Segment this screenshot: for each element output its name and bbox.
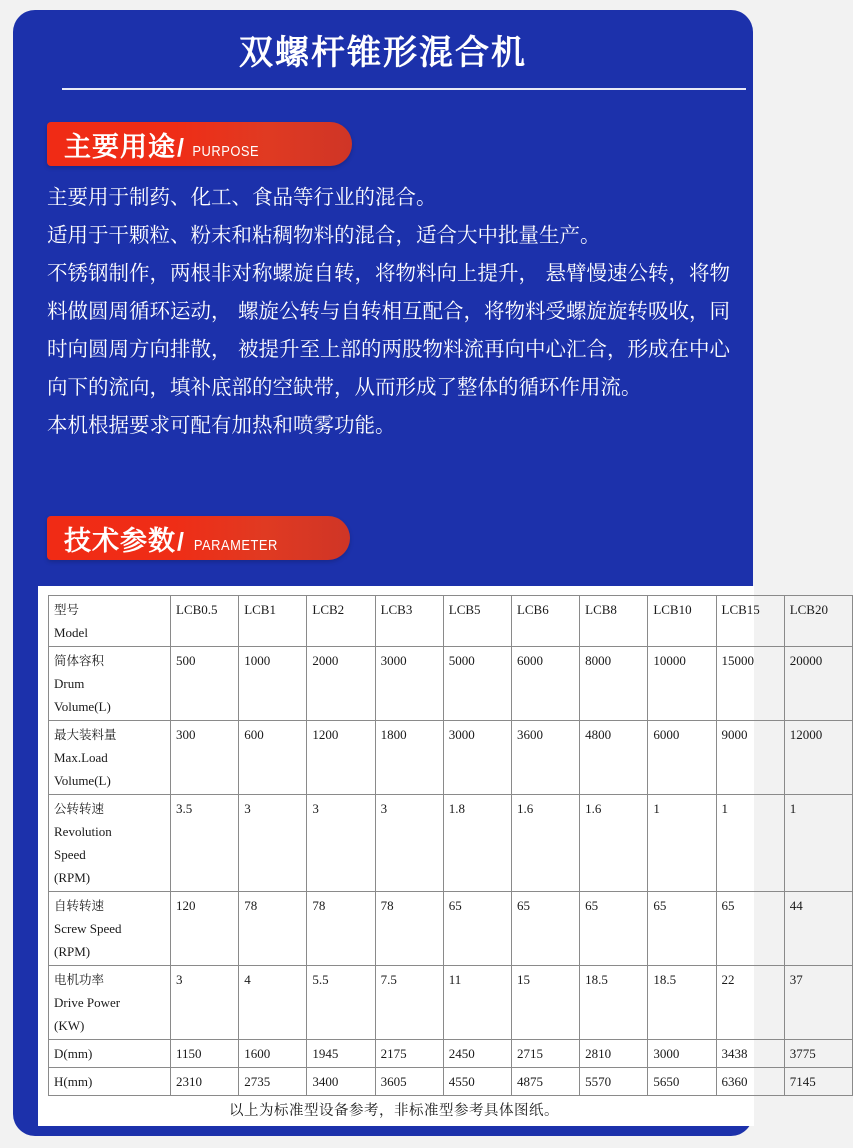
row-label-cn: 型号 (54, 602, 80, 617)
row-label-en: H(mm) (54, 1074, 93, 1089)
table-cell: 65 (443, 892, 511, 966)
table-cell: LCB6 (511, 596, 579, 647)
table-cell: 5.5 (307, 966, 375, 1040)
table-cell: 6360 (716, 1068, 784, 1096)
table-cell: 2000 (307, 647, 375, 721)
table-cell: 5650 (648, 1068, 716, 1096)
table-cell: 3.5 (171, 795, 239, 892)
table-row (49, 596, 853, 647)
spec-table-container (38, 586, 828, 1126)
row-label-unit-2: (RPM) (54, 870, 91, 885)
table-row-label (49, 1068, 171, 1096)
table-row (49, 966, 853, 1040)
row-label-en: D(mm) (54, 1046, 93, 1061)
section-banner-parameter (47, 516, 350, 560)
table-cell: 8000 (580, 647, 648, 721)
table-cell: 120 (171, 892, 239, 966)
table-row-label (49, 721, 171, 795)
table-row (49, 795, 853, 892)
table-cell: 3000 (443, 721, 511, 795)
table-cell: 3000 (648, 1040, 716, 1068)
table-row (49, 1040, 853, 1068)
table-cell: 1600 (239, 1040, 307, 1068)
row-label-unit: (KW) (54, 1018, 85, 1033)
table-cell: 12000 (784, 721, 852, 795)
table-cell: 4800 (580, 721, 648, 795)
table-cell: 2735 (239, 1068, 307, 1096)
row-label-en: Drum (54, 676, 85, 691)
purpose-paragraph-2: 适用于干颗粒、粉末和粘稠物料的混合，适合大中批量生产。 (47, 223, 601, 247)
table-row-label (49, 1040, 171, 1068)
table-cell: 18.5 (580, 966, 648, 1040)
purpose-paragraph-1: 主要用于制药、化工、食品等行业的混合。 (47, 185, 437, 209)
table-row (49, 721, 853, 795)
purpose-description (47, 178, 747, 444)
table-cell: 1945 (307, 1040, 375, 1068)
table-cell: 1 (716, 795, 784, 892)
table-cell: 15000 (716, 647, 784, 721)
table-cell: 500 (171, 647, 239, 721)
banner-label-en: PARAMETER (193, 536, 278, 554)
row-label-unit: Volume(L) (54, 699, 111, 714)
row-label-unit: Volume(L) (54, 773, 111, 788)
table-cell: 78 (375, 892, 443, 966)
table-cell: 1.6 (580, 795, 648, 892)
table-cell: 2810 (580, 1040, 648, 1068)
banner-label-cn: 技术参数 (64, 525, 176, 557)
table-cell: 6000 (648, 721, 716, 795)
table-cell: 5000 (443, 647, 511, 721)
table-cell: 1000 (239, 647, 307, 721)
row-label-en: Drive Power (54, 995, 121, 1010)
product-detail-panel (13, 10, 828, 1136)
table-cell: 3400 (307, 1068, 375, 1096)
table-cell: 1 (648, 795, 716, 892)
table-cell: 600 (239, 721, 307, 795)
table-cell: 3775 (784, 1040, 852, 1068)
table-row-label (49, 596, 171, 647)
table-cell: 1.8 (443, 795, 511, 892)
table-cell: 1200 (307, 721, 375, 795)
table-cell: 5570 (580, 1068, 648, 1096)
banner-slash: / (177, 527, 184, 556)
table-cell: 65 (511, 892, 579, 966)
table-cell: LCB20 (784, 596, 852, 647)
row-label-cn: 公转转速 (54, 801, 105, 816)
table-cell: 22 (716, 966, 784, 1040)
row-label-en: Model (54, 625, 88, 640)
table-row-label (49, 647, 171, 721)
table-cell: LCB8 (580, 596, 648, 647)
table-cell: 4 (239, 966, 307, 1040)
table-cell: 1.6 (511, 795, 579, 892)
table-cell: 7.5 (375, 966, 443, 1040)
table-cell: 4875 (511, 1068, 579, 1096)
table-cell: 2310 (171, 1068, 239, 1096)
table-cell: 7145 (784, 1068, 852, 1096)
row-label-cn: 简体容积 (54, 653, 105, 668)
table-cell: 18.5 (648, 966, 716, 1040)
purpose-paragraph-4: 本机根据要求可配有加热和喷雾功能。 (47, 413, 396, 437)
table-cell: LCB15 (716, 596, 784, 647)
table-row-label (49, 795, 171, 892)
table-cell: 6000 (511, 647, 579, 721)
table-cell: 78 (239, 892, 307, 966)
table-cell: 65 (648, 892, 716, 966)
banner-label-cn: 主要用途 (64, 131, 176, 163)
banner-text-group (47, 519, 285, 558)
spec-table (48, 595, 853, 1096)
table-cell: 11 (443, 966, 511, 1040)
table-cell: LCB1 (239, 596, 307, 647)
table-cell: 10000 (648, 647, 716, 721)
table-row (49, 1068, 853, 1096)
row-label-unit: (RPM) (54, 944, 91, 959)
banner-slash: / (177, 133, 184, 162)
table-cell: 3 (171, 966, 239, 1040)
row-label-cn: 电机功率 (54, 972, 105, 987)
table-cell: 37 (784, 966, 852, 1040)
table-cell: 20000 (784, 647, 852, 721)
table-cell: 3000 (375, 647, 443, 721)
purpose-paragraph-3: 不锈钢制作，两根非对称螺旋自转，将物料向上提升， 悬臂慢速公转，将物料做圆周循环运动， 螺旋公转与自转相互配合，将物料受螺旋旋转吸收，同时向圆周方向排散， 被提升至上部的两股物料流再向中心汇合，形成在中心向下的流向，填补底部的空缺带，从而形成了整体的循环作用流。 (47, 261, 731, 399)
title-divider (62, 88, 746, 90)
table-cell: 3 (307, 795, 375, 892)
table-cell: 3600 (511, 721, 579, 795)
table-cell: 1 (784, 795, 852, 892)
table-cell: LCB2 (307, 596, 375, 647)
table-cell: LCB10 (648, 596, 716, 647)
table-cell: 15 (511, 966, 579, 1040)
row-label-unit: Speed (54, 847, 86, 862)
row-label-cn: 最大装料量 (54, 727, 117, 742)
table-cell: 2175 (375, 1040, 443, 1068)
table-cell: 300 (171, 721, 239, 795)
table-cell: LCB5 (443, 596, 511, 647)
table-cell: 3438 (716, 1040, 784, 1068)
row-label-en: Revolution (54, 824, 112, 839)
table-cell: 2450 (443, 1040, 511, 1068)
table-cell: 9000 (716, 721, 784, 795)
table-cell: 65 (716, 892, 784, 966)
table-cell: LCB0.5 (171, 596, 239, 647)
table-row-label (49, 892, 171, 966)
table-cell: 3 (239, 795, 307, 892)
table-cell: 65 (580, 892, 648, 966)
row-label-cn: 自转转速 (54, 898, 105, 913)
section-banner-purpose (47, 122, 352, 166)
table-cell: 1150 (171, 1040, 239, 1068)
table-cell: 4550 (443, 1068, 511, 1096)
table-row (49, 892, 853, 966)
table-cell: 2715 (511, 1040, 579, 1068)
row-label-en: Max.Load (54, 750, 108, 765)
banner-text-group (47, 125, 265, 164)
table-cell: LCB3 (375, 596, 443, 647)
row-label-en: Screw Speed (54, 921, 122, 936)
page-title: 双螺杆锥形混合机 (239, 33, 527, 73)
table-cell: 44 (784, 892, 852, 966)
table-cell: 1800 (375, 721, 443, 795)
table-row-label (49, 966, 171, 1040)
banner-label-en: PURPOSE (192, 142, 260, 160)
table-row (49, 647, 853, 721)
table-cell: 3 (375, 795, 443, 892)
table-cell: 78 (307, 892, 375, 966)
table-cell: 3605 (375, 1068, 443, 1096)
spec-table-note: 以上为标准型设备参考，非标准型参考具体图纸。 (229, 1103, 559, 1119)
